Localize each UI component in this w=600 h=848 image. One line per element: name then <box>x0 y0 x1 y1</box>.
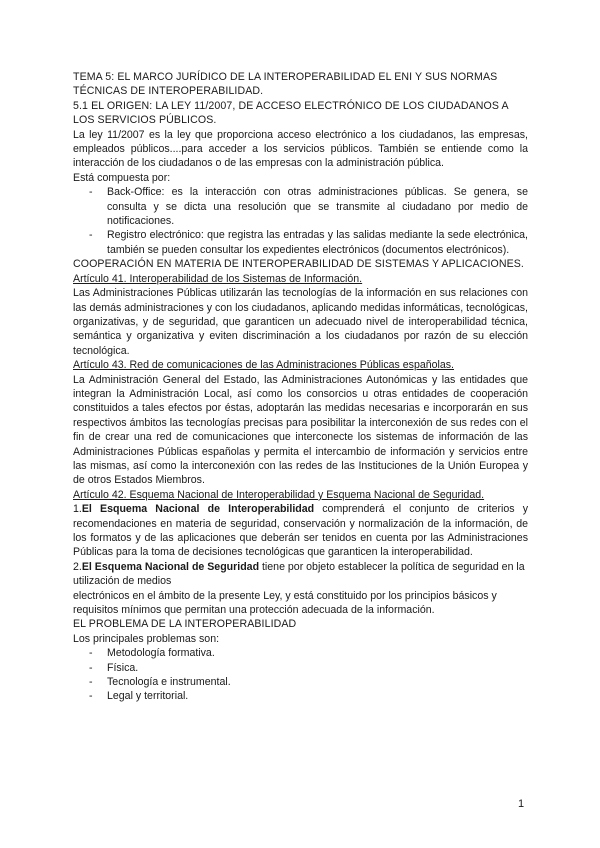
dash-bullet: - <box>89 676 93 689</box>
list-item <box>89 185 528 228</box>
problemas-intro: Los principales problemas son: <box>73 632 220 645</box>
paragraph-number: 1. <box>73 503 82 516</box>
list-item-text: Registro electrónico: que registra las entradas y las salidas mediante la sede electrónica, también se pueden consultar los expedientes electrónicos (documentos electrónicos). <box>107 229 528 256</box>
list-item-text: Tecnología e instrumental. <box>107 676 231 689</box>
ley-paragraph: La ley 11/2007 es la ley que proporciona acceso electrónico a los ciudadanos, las empresas, empleados públicos....para acceder a los servicios públicos. También se entiende como la interacción de los ciudadanos o de las empresas con la administración pública. <box>73 128 528 170</box>
paragraph-number: 2. <box>73 560 82 573</box>
list-item <box>89 646 528 660</box>
dash-bullet: - <box>89 647 93 660</box>
list-item-text: Metodología formativa. <box>107 647 215 660</box>
article-42-paragraph-2-continued: electrónicos en el ámbito de la presente Ley, y está constituido por los principios básicos y requisitos mínimos que permitan una protección adecuada de la información. <box>73 589 497 617</box>
list-item-text: Física. <box>107 661 139 674</box>
problema-heading: EL PROBLEMA DE LA INTEROPERABILIDAD <box>73 618 297 631</box>
article-43-text: La Administración General del Estado, las Administraciones Autonómicas y las entidades que integran la Administración Local, así como los consorcios u otras entidades de cooperación constituidos a tales efectos por éstas, adoptarán las medidas necesarias e incorporarán en sus respectivos ámbitos las tecnologías precisas para posibilitar la interconexión de sus redes con el fin de crear una red de comunicaciones que interconecte los sistemas de información de las Administraciones Públicas españolas y permita el intercambio de información y servicios entre las mismas, así como la interconexión con las redes de las Instituciones de la Unión Europea y de otros Estados Miembros. <box>73 373 528 487</box>
section-5-1-heading: 5.1 EL ORIGEN: LA LEY 11/2007, DE ACCESO ELECTRÓNICO DE LOS CIUDADANOS A LOS SERVICIOS PÚBLICOS. <box>73 99 509 127</box>
paragraph-text: comprenderá el conjunto de criterios y recomendaciones en materia de seguridad, conservación y normalización de la información, de los formatos y de las aplicaciones que deberán ser tenidos en cuenta por las Administraciones Públicas para la toma de decisiones tecnológicas que garanticen la interoperabilidad. <box>73 503 528 559</box>
page-number: 1 <box>518 798 525 810</box>
compuesta-intro: Está compuesta por: <box>73 171 171 184</box>
list-item <box>89 228 528 257</box>
document-page <box>73 70 528 704</box>
bold-term: El Esquema Nacional de Interoperabilidad <box>81 503 315 516</box>
article-42-paragraph-2 <box>73 560 528 589</box>
article-42-paragraph-1 <box>73 502 528 560</box>
dash-bullet: - <box>89 690 93 703</box>
bold-term: El Esquema Nacional de Seguridad <box>81 560 260 573</box>
article-41-text: Las Administraciones Públicas utilizarán las tecnologías de la información en sus relaciones con las demás administraciones y con los ciudadanos, aplicando medidas informáticas, tecnológicas, organizativas, y de seguridad, que garanticen un adecuado nivel de interoperabilidad técnica, semántica y organizativa y eviten discriminación a los ciudadanos por razón de su elección tecnológica. <box>73 287 528 357</box>
paragraph-text: tiene por objeto establecer la política de seguridad en la utilización de medios <box>73 560 525 588</box>
dash-bullet: - <box>89 186 93 199</box>
list-item-text: Back-Office: es la interacción con otras administraciones públicas. Se genera, se consulta y se dicta una resolución que se transmite al ciudadano por medio de notificaciones. <box>107 186 528 228</box>
article-43-title: Artículo 43. Red de comunicaciones de las Administraciones Públicas españolas. <box>73 359 454 372</box>
compuesta-list <box>73 185 528 257</box>
problemas-list <box>73 646 528 704</box>
article-41-title: Artículo 41. Interoperabilidad de los Sistemas de Información. <box>73 272 363 285</box>
list-item <box>89 675 528 689</box>
list-item-text: Legal y territorial. <box>107 690 189 703</box>
dash-bullet: - <box>89 661 93 674</box>
title-line: TEMA 5: EL MARCO JURÍDICO DE LA INTEROPERABILIDAD EL ENI Y SUS NORMAS TÉCNICAS DE INTEROPERABILIDAD. <box>73 71 498 98</box>
dash-bullet: - <box>89 229 93 242</box>
list-item <box>89 661 528 675</box>
cooperacion-heading: COOPERACIÓN EN MATERIA DE INTEROPERABILIDAD DE SISTEMAS Y APLICACIONES. <box>73 258 524 271</box>
article-42-title: Artículo 42. Esquema Nacional de Interoperabilidad y Esquema Nacional de Seguridad. <box>73 488 485 501</box>
list-item <box>89 689 528 703</box>
